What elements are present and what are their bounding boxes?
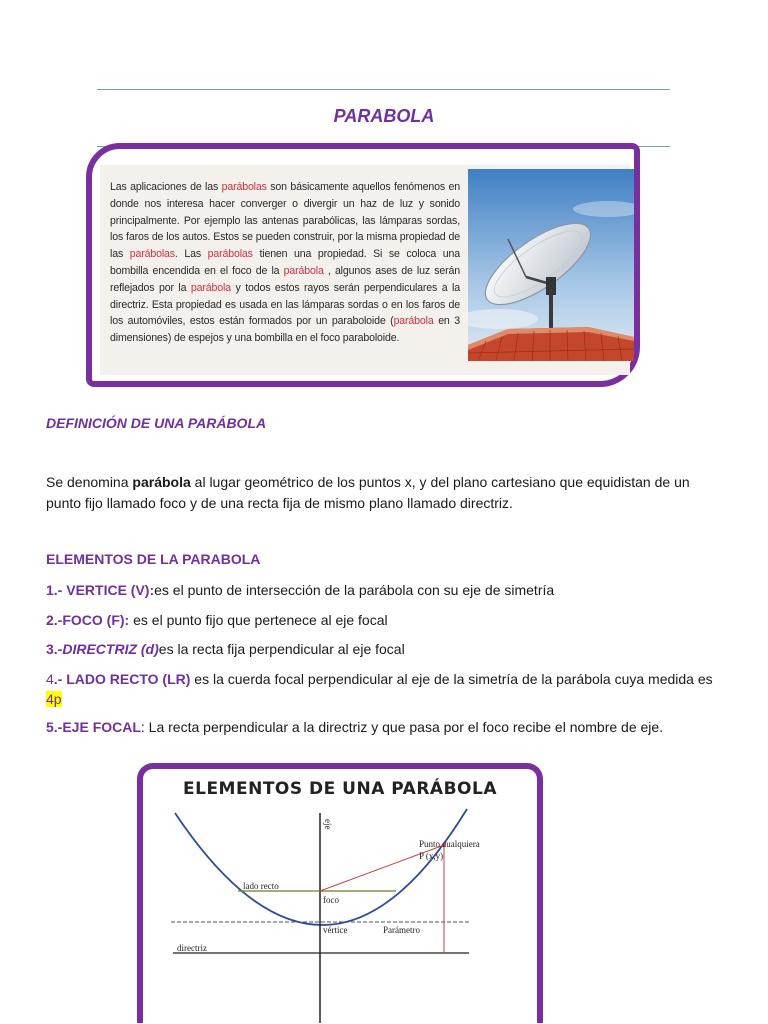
page-title: PARABOLA [333,106,435,126]
diagram-frame [137,763,543,1023]
highlight-4p: 4p [46,691,62,707]
intro-text: Las aplicaciones de las parábolas son básicamente aquellos fenómenos en donde nos interesa hacer converger o divergir un haz de luz y sonido principalmente. Por ejemplo las antenas parabólicas, las lámparas sordas, los faros de los autos. Estos se pueden construir, por la misma propiedad de las parábolas. Las parábolas tienen una propiedad. Si se coloca una bombilla encendida en el foco de la parábola , algunos ases de luz serán reflejados por la parábola y todos estos rayos serán perpendiculares a la directriz. Esta propiedad es usada en las lámparas sordas o en los faros de los automóviles, estos están formados por un paraboloide (parábola en 3 dimensiones) de espejos y una bombilla en el foco paraboloide. [110,181,461,345]
label-directriz: directriz [177,943,207,953]
label-lado-recto: lado recto [243,881,279,891]
label-vertice: vértice [323,925,348,935]
label-eje: eje [323,819,333,830]
element-item-directriz: 3.-DIRECTRIZ (d)es la recta fija perpendicular al eje focal [46,641,405,657]
intro-panel [100,165,630,375]
diagram-title: ELEMENTOS DE UNA PARÁBOLA [183,779,497,799]
element-item-foco: 2.-FOCO (F): es el punto fijo que pertenece al eje focal [46,612,388,628]
label-punto-2: P (x,y) [419,851,444,861]
label-parametro: Parámetro [383,925,420,935]
element-item-lado-recto: 4.- LADO RECTO (LR) es la cuerda focal perpendicular al eje de la simetría de la parábola cuya medida es 4p [46,671,713,707]
definition-heading: DEFINICIÓN DE UNA PARÁBOLA [46,415,267,431]
intro-frame [86,143,640,387]
definition-text: Se denomina parábola al lugar geométrico de los puntos x, y del plano cartesiano que equidistan de un punto fijo llamado foco y de una recta fija de mismo plano llamado directriz. [46,474,690,511]
satellite-dish-photo [468,169,634,361]
element-item-eje-focal: 5.-EJE FOCAL: La recta perpendicular a la directriz y que pasa por el foco recibe el nombre de eje. [46,719,664,735]
elements-heading: ELEMENTOS DE LA PARABOLA [46,551,261,567]
top-rule [97,89,670,90]
label-punto-1: Punto cualquiera [419,839,480,849]
parabola-diagram [143,769,537,1023]
label-foco: foco [323,895,339,905]
parabola-curve [175,809,467,925]
element-item-vertice: 1.- VERTICE (V):es el punto de intersección de la parábola con su eje de simetría [46,582,555,598]
